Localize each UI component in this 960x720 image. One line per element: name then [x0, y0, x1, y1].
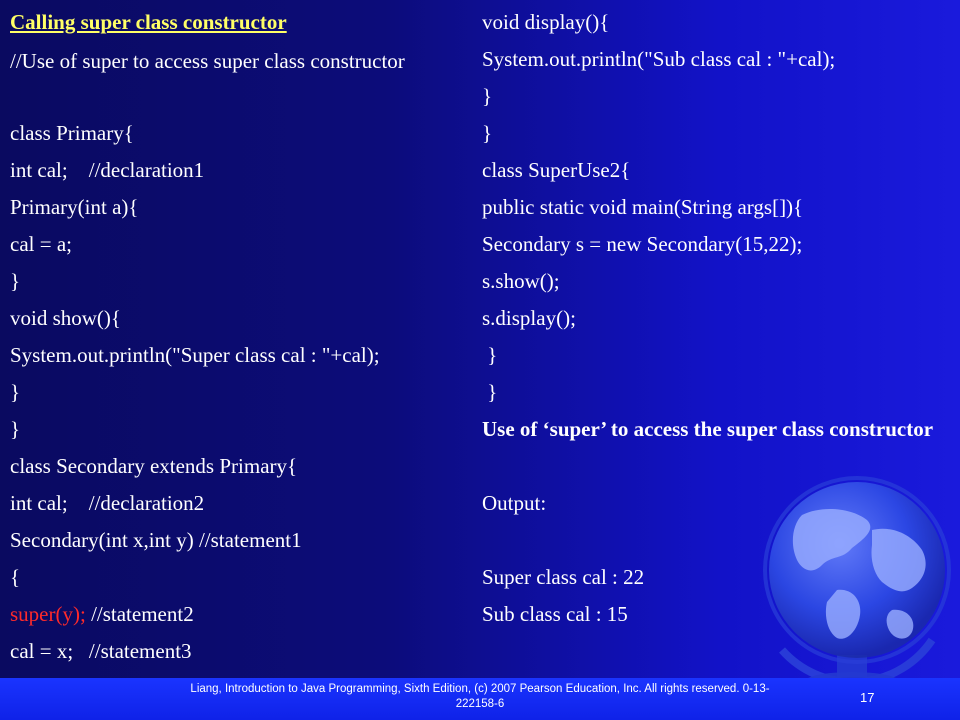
code-comment: //statement2: [85, 602, 194, 626]
code-line: class Secondary extends Primary{: [10, 454, 298, 478]
code-line: s.show();: [482, 269, 560, 293]
summary-heading: Use of ‘super’ to access the super class constructor: [482, 417, 934, 441]
slide-title: Calling super class constructor: [10, 10, 287, 34]
code-line: }: [482, 343, 498, 367]
code-line: System.out.println("Sub class cal : "+cal);: [482, 47, 836, 71]
code-line: }: [482, 121, 493, 145]
globe-icon: [742, 470, 952, 700]
code-line: int cal; //declaration2: [10, 491, 205, 515]
output-line: Super class cal : 22: [482, 565, 645, 589]
code-line: s.display();: [482, 306, 576, 330]
code-line: public static void main(String args[]){: [482, 195, 804, 219]
code-line: }: [482, 84, 493, 108]
super-call: super(y);: [10, 602, 86, 626]
code-line: cal = x; //statement3: [10, 639, 192, 663]
code-line: void display(){: [482, 10, 610, 34]
code-line: }: [482, 380, 498, 404]
code-line: class SuperUse2{: [482, 158, 631, 182]
code-line: Secondary s = new Secondary(15,22);: [482, 232, 803, 256]
code-line: int cal; //declaration1: [10, 158, 205, 182]
code-line: void show(){: [10, 306, 121, 330]
code-line: }: [10, 380, 21, 404]
code-comment: //Use of super to access super class constructor: [10, 49, 405, 73]
code-line-super-call: [10, 601, 194, 627]
code-line: class Primary{: [10, 121, 134, 145]
code-line: Secondary(int x,int y) //statement1: [10, 528, 302, 552]
footer-copyright: Liang, Introduction to Java Programming, Sixth Edition, (c) 2007 Pearson Education, Inc. All rights reserved. 0-13-222158-6: [190, 683, 770, 710]
code-line: {: [10, 565, 21, 589]
code-line: cal = a;: [10, 232, 72, 256]
code-line: }: [10, 269, 21, 293]
page-number: 17: [860, 690, 875, 705]
code-line: Primary(int a){: [10, 195, 139, 219]
code-line: System.out.println("Super class cal : "+cal);: [10, 343, 380, 367]
output-label: Output:: [482, 491, 547, 515]
output-line: Sub class cal : 15: [482, 602, 628, 626]
code-line: }: [10, 417, 21, 441]
